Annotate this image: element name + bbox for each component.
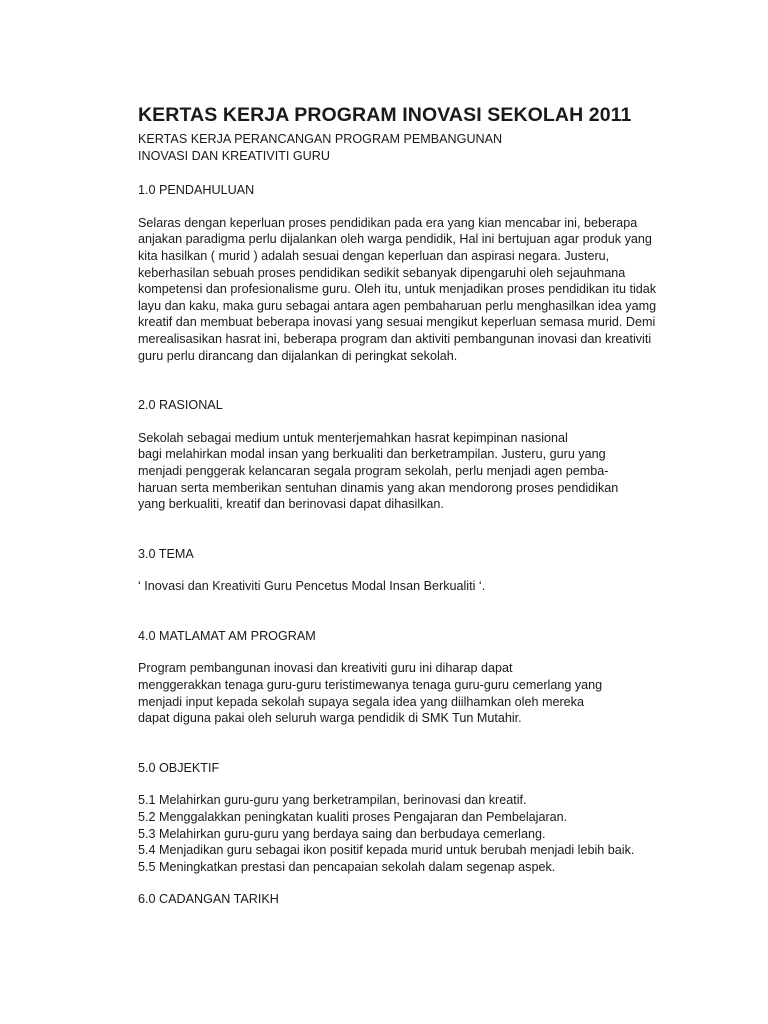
body-line: anjakan paradigma perlu dijalankan oleh warga pendidik, Hal ini bertujuan agar produk yang — [138, 232, 652, 247]
body-line: bagi melahirkan modal insan yang berkualiti dan berketrampilan. Justeru, guru yang — [138, 447, 606, 462]
section-heading-matlamat: 4.0 MATLAMAT AM PROGRAM — [138, 628, 316, 643]
list-item: 5.5 Meningkatkan prestasi dan pencapaian sekolah dalam segenap aspek. — [138, 859, 556, 874]
subtitle-block — [138, 131, 728, 164]
list-item: 5.4 Menjadikan guru sebagai ikon positif kepada murid untuk berubah menjadi lebih baik. — [138, 843, 635, 858]
section-body-pendahuluan — [138, 215, 728, 364]
section-heading-tema: 3.0 TEMA — [138, 546, 194, 561]
body-line: menjadi penggerak kelancaran segala program sekolah, perlu menjadi agen pemba- — [138, 463, 609, 478]
section-body-rasional — [138, 430, 728, 513]
body-line: Program pembangunan inovasi dan kreativiti guru ini diharap dapat — [138, 661, 513, 676]
body-line: dapat diguna pakai oleh seluruh warga pendidik di SMK Tun Mutahir. — [138, 711, 522, 726]
body-line: merealisasikan hasrat ini, beberapa program dan aktiviti pembangunan inovasi dan kreativiti — [138, 331, 652, 346]
body-line: menggerakkan tenaga guru-guru teristimewanya tenaga guru-guru cemerlang yang — [138, 678, 603, 693]
section-heading-pendahuluan: 1.0 PENDAHULUAN — [138, 183, 255, 198]
list-item: 5.3 Melahirkan guru-guru yang berdaya saing dan berbudaya cemerlang. — [138, 826, 546, 841]
body-line: haruan serta memberikan sentuhan dinamis yang akan mendorong proses pendidikan — [138, 480, 619, 495]
body-line: ‘ Inovasi dan Kreativiti Guru Pencetus Modal Insan Berkualiti ‘. — [138, 579, 486, 594]
section-body-matlamat — [138, 660, 728, 726]
section-body-tema — [138, 578, 728, 595]
body-line: kompetensi dan profesionalisme guru. Oleh itu, untuk menjadikan proses pendidikan itu tidak — [138, 282, 657, 297]
list-item: 5.1 Melahirkan guru-guru yang berketrampilan, berinovasi dan kreatif. — [138, 793, 527, 808]
body-line: yang berkualiti, kreatif dan berinovasi dapat dihasilkan. — [138, 497, 444, 512]
body-line: keberhasilan sebuah proses pendidikan sedikit sebanyak dipengaruhi oleh sejauhmana — [138, 265, 626, 280]
body-line: menjadi input kepada sekolah supaya segala idea yang diilhamkan oleh mereka — [138, 694, 584, 709]
body-line: kreatif dan membuat beberapa inovasi yang sesuai mengikut keperluan semasa murid. Demi — [138, 315, 656, 330]
section-heading-cadangan-tarikh: 6.0 CADANGAN TARIKH — [138, 892, 279, 907]
document-title: KERTAS KERJA PROGRAM INOVASI SEKOLAH 2011 — [138, 104, 632, 126]
subtitle-line: KERTAS KERJA PERANCANGAN PROGRAM PEMBANGUNAN — [138, 132, 503, 146]
body-line: Sekolah sebagai medium untuk menterjemahkan hasrat kepimpinan nasional — [138, 430, 568, 445]
subtitle-line: INOVASI DAN KREATIVITI GURU — [138, 148, 330, 163]
body-line: guru perlu dirancang dan dijalankan di peringkat sekolah. — [138, 348, 458, 363]
section-heading-objektif: 5.0 OBJEKTIF — [138, 760, 220, 775]
list-item: 5.2 Menggalakkan peningkatan kualiti proses Pengajaran dan Pembelajaran. — [138, 810, 568, 825]
objective-list — [138, 792, 728, 875]
section-heading-rasional: 2.0 RASIONAL — [138, 398, 223, 413]
body-line: kita hasilkan ( murid ) adalah sesuai dengan keperluan dan aspirasi negara. Justeru, — [138, 248, 610, 263]
body-line: layu dan kaku, maka guru sebagai antara agen pembaharuan perlu menghasilkan idea yamg — [138, 298, 657, 313]
body-line: Selaras dengan keperluan proses pendidikan pada era yang kian mencabar ini, beberapa — [138, 215, 638, 230]
